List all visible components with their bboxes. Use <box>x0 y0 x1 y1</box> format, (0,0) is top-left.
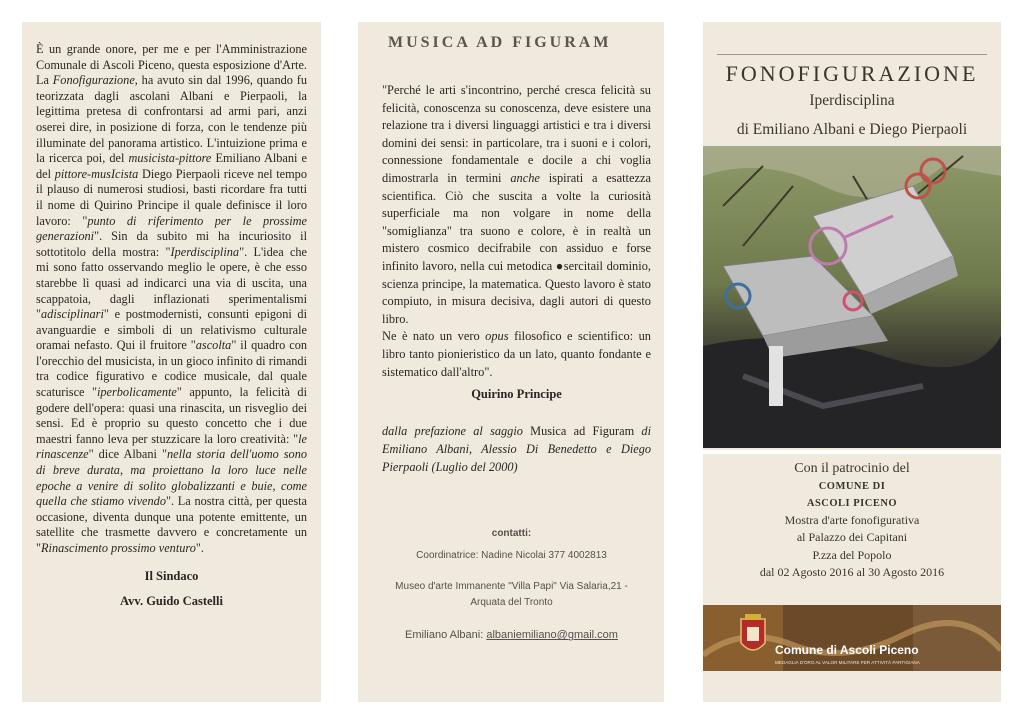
show-dates: dal 02 Agosto 2016 al 30 Agosto 2016 <box>759 565 945 580</box>
email-label: Emiliano Albani: <box>405 629 487 642</box>
patron-org-2: ASCOLI PICENO <box>806 498 898 509</box>
preface-credit: dalla prefazione al saggio Musica ad Figuram di Emiliano Albani, Alessio Di Benedetto e Diego Pierpaoli (Luglio del 2000) <box>382 424 651 474</box>
left-panel <box>22 22 321 702</box>
mayor-letter: È un grande onore, per me e per l'Amministrazione Comunale di Ascoli Piceno, questa esposizione d'Arte. La Fonofigurazione, ha avuto sin dal 1996, quando fu teorizzata dagli ascolani Albani e Pierpaoli, la legittima pretesa di confrontarsi ad armi pari, anzi oserei dire, in posizione di forza, con le tendenze più illuminate del panorama artistico. L'intuizione prima e la ricerca poi, del musicista-pittore Emiliano Albani e del pittore-musIcista Diego Pierpaoli riceve nel tempo il plauso di numerosi studiosi, basti ricordare fra tutti il nome di Quirino Principe il quale definisce il loro lavoro: "punto di riferimento per le prossime generazioni". Sin da subito mi ha incuriosito il sottotitolo della mostra: "Iperdisciplina". L'idea che mi sono fatto osservando meglio le opere, è che esso starebbe lì quasi ad indicarci una via di uscita, una scappatoia, dagli inflazionati sperimentalismi "adisciplinari" e postmodernisti, consunti epigoni di avanguardie e simboli di un relativismo culturale oramai nefasto. Qui il fruitore "ascolta" il quadro con l'orecchio del musicista, in un gioco infinito di rimandi tra codice figurativo e codice musicale, dal quale scaturisce "iperbolicamente" appunto, la felicità di godere dell'opera: quasi una rinascita, un risveglio dei sensi. Ed è proprio su questo concetto che i due maestri fanno leva per stuzzicare la loro creatività: "le rinascenze" dice Albani "nella storia dell'uomo sono di breve durata, ma proiettano la loro luce nelle epoche a venire di solito globalizzanti e buie, come quella che stiamo vivendo". La nostra città, per questa occasione, diventa dunque una potente emittente, un satellite che trasmette davvero e concretamente un "Rinascimento prossimo venturo". <box>36 42 308 555</box>
contacts-title: contatti: <box>491 528 532 540</box>
patronage-block <box>703 460 1001 582</box>
contacts-block <box>382 528 641 641</box>
divider <box>703 450 1001 454</box>
patron-org-1: COMUNE DI <box>818 481 886 492</box>
show-line-3: P.zza del Popolo <box>812 547 892 562</box>
quote-text: "Perché le arti s'incontrino, perché cresca felicità su felicità, conoscenza su conoscenza, deve esistere una relazione tra i diversi linguaggi artistici e tra i diversi domini dei sensi: in particolare, tra i suoni e i colori, connessione fondamentale e docile a chi voglia dimostrarla in termini anche ispirati a esattezza scientifica. Ciò che suscita a volte la curiosità superficiale ma non volgare in nome della "somiglianza" tra suono e colore, è in realtà un mistero cosmico decifrabile con assiduo e forse infinito lavoro, nella cui metodica ●sercitail dominio, scienza principe, la matematica. Questo lavoro è stato compiuto, in misura decisiva, dagli autori di questo libro. Ne è nato un vero opus filosofico e scientifico: un libro tanto pionieristico da un lato, quanto fondante e sistematico dall'altro". <box>382 83 651 379</box>
email-line <box>382 629 641 641</box>
title-rule <box>717 54 987 55</box>
signature-name: Avv. Guido Castelli <box>120 593 223 608</box>
cover-title: FONOFIGURAZIONE <box>725 61 979 86</box>
painting-image <box>703 146 1001 448</box>
museum-line-2: Arquata del Tronto <box>470 597 553 609</box>
signature-role: Il Sindaco <box>144 568 199 583</box>
museum-line-1: Museo d'arte Immanente "Villa Papi" Via Salaria,21 - <box>395 581 628 593</box>
banner-motto: MEDAGLIA D'ORO AL VALOR MILITARE PER ATTIVITÀ PARTIGIANA <box>775 660 920 665</box>
museum-address <box>382 579 641 611</box>
email-link[interactable]: albaniemiliano@gmail.com <box>486 629 618 642</box>
banner-name: Comune di Ascoli Piceno <box>775 643 919 657</box>
coat-of-arms-icon <box>741 614 765 650</box>
section-title: MUSICA AD FIGURAM <box>388 34 612 51</box>
municipality-banner <box>703 605 1001 671</box>
cover-subtitle: Iperdisciplina <box>809 92 895 109</box>
coordinator-line: Coordinatrice: Nadine Nicolai 377 4002813 <box>416 550 607 562</box>
cover-authors: di Emiliano Albani e Diego Pierpaoli <box>736 121 968 138</box>
cover-panel <box>703 22 1001 702</box>
patron-line: Con il patrocinio del <box>794 461 910 476</box>
show-line-2: al Palazzo dei Capitani <box>796 530 908 545</box>
show-line-1: Mostra d'arte fonofigurativa <box>784 513 920 527</box>
middle-panel <box>358 22 664 702</box>
quote-author: Quirino Principe <box>471 387 562 402</box>
